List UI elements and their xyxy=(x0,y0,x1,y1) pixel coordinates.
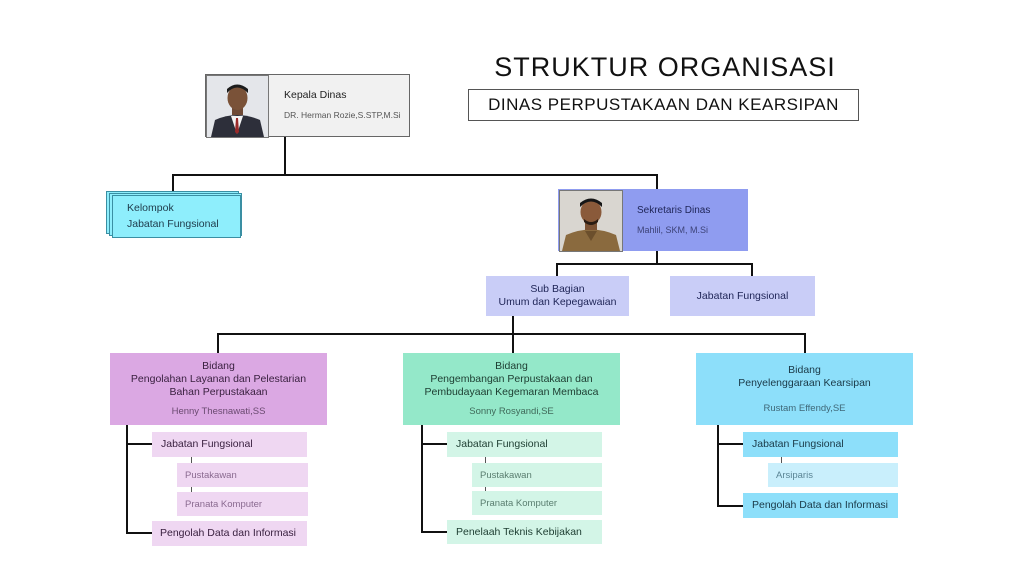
connector-b2-jf xyxy=(421,443,447,445)
connector-kepala-down xyxy=(284,137,286,175)
bidang-3-jabatan-fungsional[interactable] xyxy=(743,432,898,457)
sekretaris-role: Sekretaris Dinas xyxy=(637,204,711,216)
connector-bidang2 xyxy=(512,333,514,353)
kepala-dinas-name: DR. Herman Rozie,S.STP,M.Si xyxy=(284,110,401,120)
connector-b3-vertical xyxy=(717,425,719,506)
bidang-2-extra[interactable] xyxy=(447,520,602,544)
bidang-3-sub-1-label: Arsiparis xyxy=(776,469,813,481)
sekretaris-photo xyxy=(559,190,623,252)
bidang-3-label: Bidang xyxy=(788,363,821,376)
connector-sekretaris xyxy=(656,174,658,190)
bidang-3-box[interactable] xyxy=(696,353,913,425)
bidang-2-jf-label: Jabatan Fungsional xyxy=(456,438,548,450)
bidang-1-sub-pranata[interactable] xyxy=(177,492,308,516)
kepala-dinas-role: Kepala Dinas xyxy=(284,89,347,101)
connector-b1-jf xyxy=(126,443,152,445)
bidang-2-jabatan-fungsional[interactable] xyxy=(447,432,602,457)
bidang-2-sub-pranata[interactable] xyxy=(472,491,602,515)
bidang-3-sub-arsiparis[interactable] xyxy=(768,463,898,487)
page-subtitle: DINAS PERPUSTAKAAN DAN KEARSIPAN xyxy=(468,89,859,121)
bidang-1-sub-pustakawan[interactable] xyxy=(177,463,308,487)
connector-b2-vertical xyxy=(421,425,423,533)
bidang-3-head: Rustam Effendy,SE xyxy=(763,402,846,414)
connector-b2-extra xyxy=(421,531,447,533)
connector-sek-horizontal xyxy=(556,263,753,265)
connector-bidang3 xyxy=(804,333,806,353)
bidang-1-jabatan-fungsional[interactable] xyxy=(152,432,307,457)
bidang-1-sub-1-label: Pustakawan xyxy=(185,469,237,481)
kelompok-line1: Kelompok xyxy=(127,202,174,214)
bidang-2-sub-pustakawan[interactable] xyxy=(472,463,602,487)
bidang-1-jf-label: Jabatan Fungsional xyxy=(161,438,253,450)
bidang-2-extra-label: Penelaah Teknis Kebijakan xyxy=(456,525,582,538)
bidang-2-box[interactable] xyxy=(403,353,620,425)
bidang-2-sub-1-label: Pustakawan xyxy=(480,469,532,481)
bidang-1-line1: Pengolahan Layanan dan Pelestarian xyxy=(130,373,307,385)
bidang-1-label: Bidang xyxy=(202,360,235,372)
bidang-2-line2: Pembudayaan Kegemaran Membaca xyxy=(424,386,599,398)
page-title: STRUKTUR ORGANISASI xyxy=(494,52,836,82)
bidang-2-head: Sonny Rosyandi,SE xyxy=(469,406,554,417)
bidang-1-sub-2-label: Pranata Komputer xyxy=(185,498,263,510)
bidang-1-extra-label: Pengolah Data dan Informasi xyxy=(160,527,297,539)
connector-top-horizontal xyxy=(172,174,658,176)
sub-bagian-box[interactable] xyxy=(486,276,629,316)
bidang-1-line2: Bahan Perpustakaan xyxy=(169,386,268,398)
connector-b3-extra xyxy=(717,505,743,507)
bidang-3-jf-label: Jabatan Fungsional xyxy=(752,438,844,450)
bidang-1-head: Henny Thesnawati,SS xyxy=(171,406,266,417)
bidang-2-sub-2-label: Pranata Komputer xyxy=(480,497,558,509)
bidang-2-line1: Pengembangan Perpustakaan dan xyxy=(430,373,593,385)
connector-b1-vertical xyxy=(126,425,128,533)
kepala-dinas-photo xyxy=(206,75,269,138)
bidang-1-extra[interactable] xyxy=(152,521,307,546)
bidang-3-extra-label: Pengolah Data dan Informasi xyxy=(752,499,889,511)
kelompok-jabatan-fungsional-box[interactable] xyxy=(112,195,241,238)
connector-sekretaris-down xyxy=(656,250,658,264)
sekretaris-name: Mahlil, SKM, M.Si xyxy=(637,224,709,235)
connector-b3-jf xyxy=(717,443,743,445)
bidang-3-line1: Penyelenggaraan Kearsipan xyxy=(738,376,871,389)
connector-subbagian xyxy=(556,263,558,276)
connector-bidang1 xyxy=(217,333,219,353)
bidang-2-label: Bidang xyxy=(495,360,528,372)
jabatan-fungsional-sekretariat-label: Jabatan Fungsional xyxy=(696,289,789,302)
bidang-1-box[interactable] xyxy=(110,353,327,425)
connector-b1-extra xyxy=(126,532,152,534)
sub-bagian-line1: Sub Bagian xyxy=(530,283,585,295)
connector-jf-sek xyxy=(751,263,753,276)
kelompok-line2: Jabatan Fungsional xyxy=(127,218,219,230)
jabatan-fungsional-sekretariat-box[interactable] xyxy=(670,276,815,316)
connector-kelompok xyxy=(172,174,174,191)
bidang-3-extra[interactable] xyxy=(743,493,898,518)
sub-bagian-line2: Umum dan Kepegawaian xyxy=(498,296,617,308)
